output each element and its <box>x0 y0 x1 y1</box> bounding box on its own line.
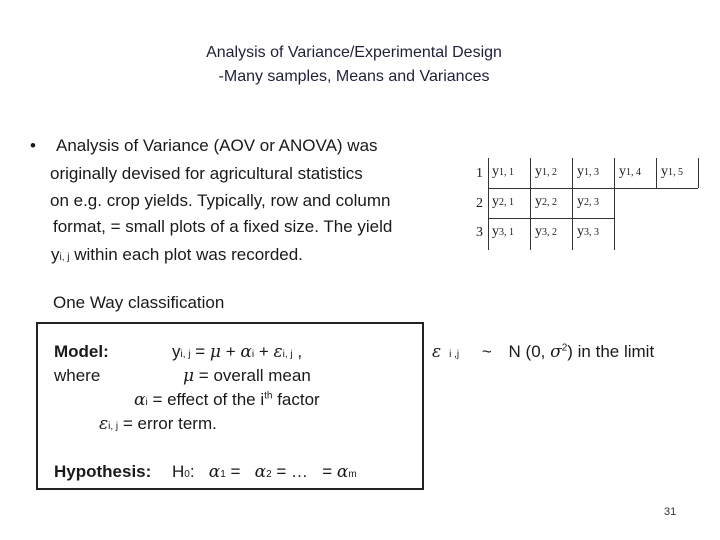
alpha-subscript: 2 <box>266 469 272 480</box>
alpha-symbol: α <box>254 462 267 482</box>
model-label: Model: <box>54 342 109 361</box>
row-label-2: 2 <box>476 196 483 211</box>
y-variable: y <box>172 342 181 361</box>
alpha-symbol: α <box>336 462 349 482</box>
bullet-line-2: originally devised for agricultural statistics <box>50 164 363 183</box>
square-superscript: 2 <box>561 342 568 354</box>
hypothesis-label: Hypothesis: <box>54 462 152 481</box>
h-symbol: H <box>172 462 185 481</box>
bullet-line-4: format, = small plots of a fixed size. The yield <box>53 217 393 236</box>
row-label-1: 1 <box>476 166 483 181</box>
yield-subscript: i, j <box>59 252 70 263</box>
section-heading: One Way classification <box>53 293 225 312</box>
sigma-symbol: σ <box>550 342 562 362</box>
model-equation <box>172 342 302 362</box>
alpha-symbol: α <box>208 462 221 482</box>
epsilon-symbol: ε <box>432 342 442 362</box>
bullet-line-5 <box>51 245 303 265</box>
alpha-subscript: m <box>348 469 357 480</box>
y-subscript: i, j <box>180 349 191 360</box>
plot-table <box>470 158 700 250</box>
equals-sign: = <box>322 462 333 481</box>
yield-variable: y <box>51 245 60 264</box>
epsilon-subscript: i, j <box>108 421 119 432</box>
bullet-marker: • <box>30 136 36 155</box>
where-label: where <box>54 366 101 385</box>
epsilon-definition-text: = error term. <box>118 414 217 433</box>
normal-dist-tail: ) in the limit <box>567 342 655 361</box>
table-cell: y2, 2 <box>535 194 557 209</box>
table-gridline <box>530 158 531 250</box>
row-label-3: 3 <box>476 225 483 240</box>
table-gridline <box>488 158 489 250</box>
plus-sign: + <box>258 342 269 361</box>
table-gridline <box>614 158 615 250</box>
table-cell: y1, 2 <box>535 164 557 179</box>
bullet-line-3: on e.g. crop yields. Typically, row and column <box>50 191 391 210</box>
ordinal-superscript: th <box>264 390 273 402</box>
bullet-line-1: Analysis of Variance (AOV or ANOVA) was <box>56 136 378 155</box>
table-cell: y2, 3 <box>577 194 599 209</box>
slide-title-line1: Analysis of Variance/Experimental Design <box>206 44 502 61</box>
tilde-symbol: ~ <box>481 342 492 361</box>
normal-dist-text: N (0, <box>508 342 551 361</box>
mu-definition-text: = overall mean <box>198 366 311 385</box>
error-distribution <box>432 342 654 362</box>
table-cell: y3, 2 <box>535 224 557 239</box>
table-cell: y3, 1 <box>492 224 514 239</box>
plus-sign: + <box>225 342 236 361</box>
equals-ellipsis: = … <box>271 462 309 481</box>
table-cell: y1, 5 <box>661 164 683 179</box>
epsilon-symbol: ε <box>99 414 109 434</box>
alpha-definition-text: = effect of the i <box>147 390 265 409</box>
table-cell: y1, 1 <box>492 164 514 179</box>
alpha-subscript: i <box>145 397 148 408</box>
alpha-definition-tail: factor <box>272 390 320 409</box>
table-gridline <box>488 188 698 189</box>
epsilon-definition <box>99 414 217 434</box>
equals-sign: = <box>225 462 241 481</box>
table-cell: y1, 3 <box>577 164 599 179</box>
hypothesis-equation <box>172 462 357 482</box>
table-cell: y3, 3 <box>577 224 599 239</box>
epsilon-subscript: i, j <box>282 349 293 360</box>
table-gridline <box>656 158 657 188</box>
alpha-subscript: 1 <box>220 469 226 480</box>
yield-text: within each plot was recorded. <box>69 245 303 264</box>
mu-definition <box>183 366 311 386</box>
equals-sign: = <box>195 342 206 361</box>
slide-title-line2: -Many samples, Means and Variances <box>218 68 490 85</box>
mu-symbol: μ <box>183 366 195 386</box>
table-gridline <box>572 158 573 250</box>
page-number: 31 <box>664 506 677 518</box>
table-cell: y2, 1 <box>492 194 514 209</box>
alpha-subscript: i <box>251 349 255 360</box>
table-gridline <box>698 158 699 188</box>
alpha-definition <box>134 390 320 410</box>
table-gridline <box>488 218 614 219</box>
colon: : <box>189 462 195 481</box>
comma: , <box>297 342 303 361</box>
h-subscript: 0 <box>184 469 190 480</box>
epsilon-subscript: i ,j <box>449 349 460 360</box>
mu-symbol: μ <box>209 342 221 362</box>
alpha-symbol: α <box>240 342 252 362</box>
table-cell: y1, 4 <box>619 164 641 179</box>
alpha-symbol: α <box>134 390 146 410</box>
epsilon-symbol: ε <box>273 342 283 362</box>
